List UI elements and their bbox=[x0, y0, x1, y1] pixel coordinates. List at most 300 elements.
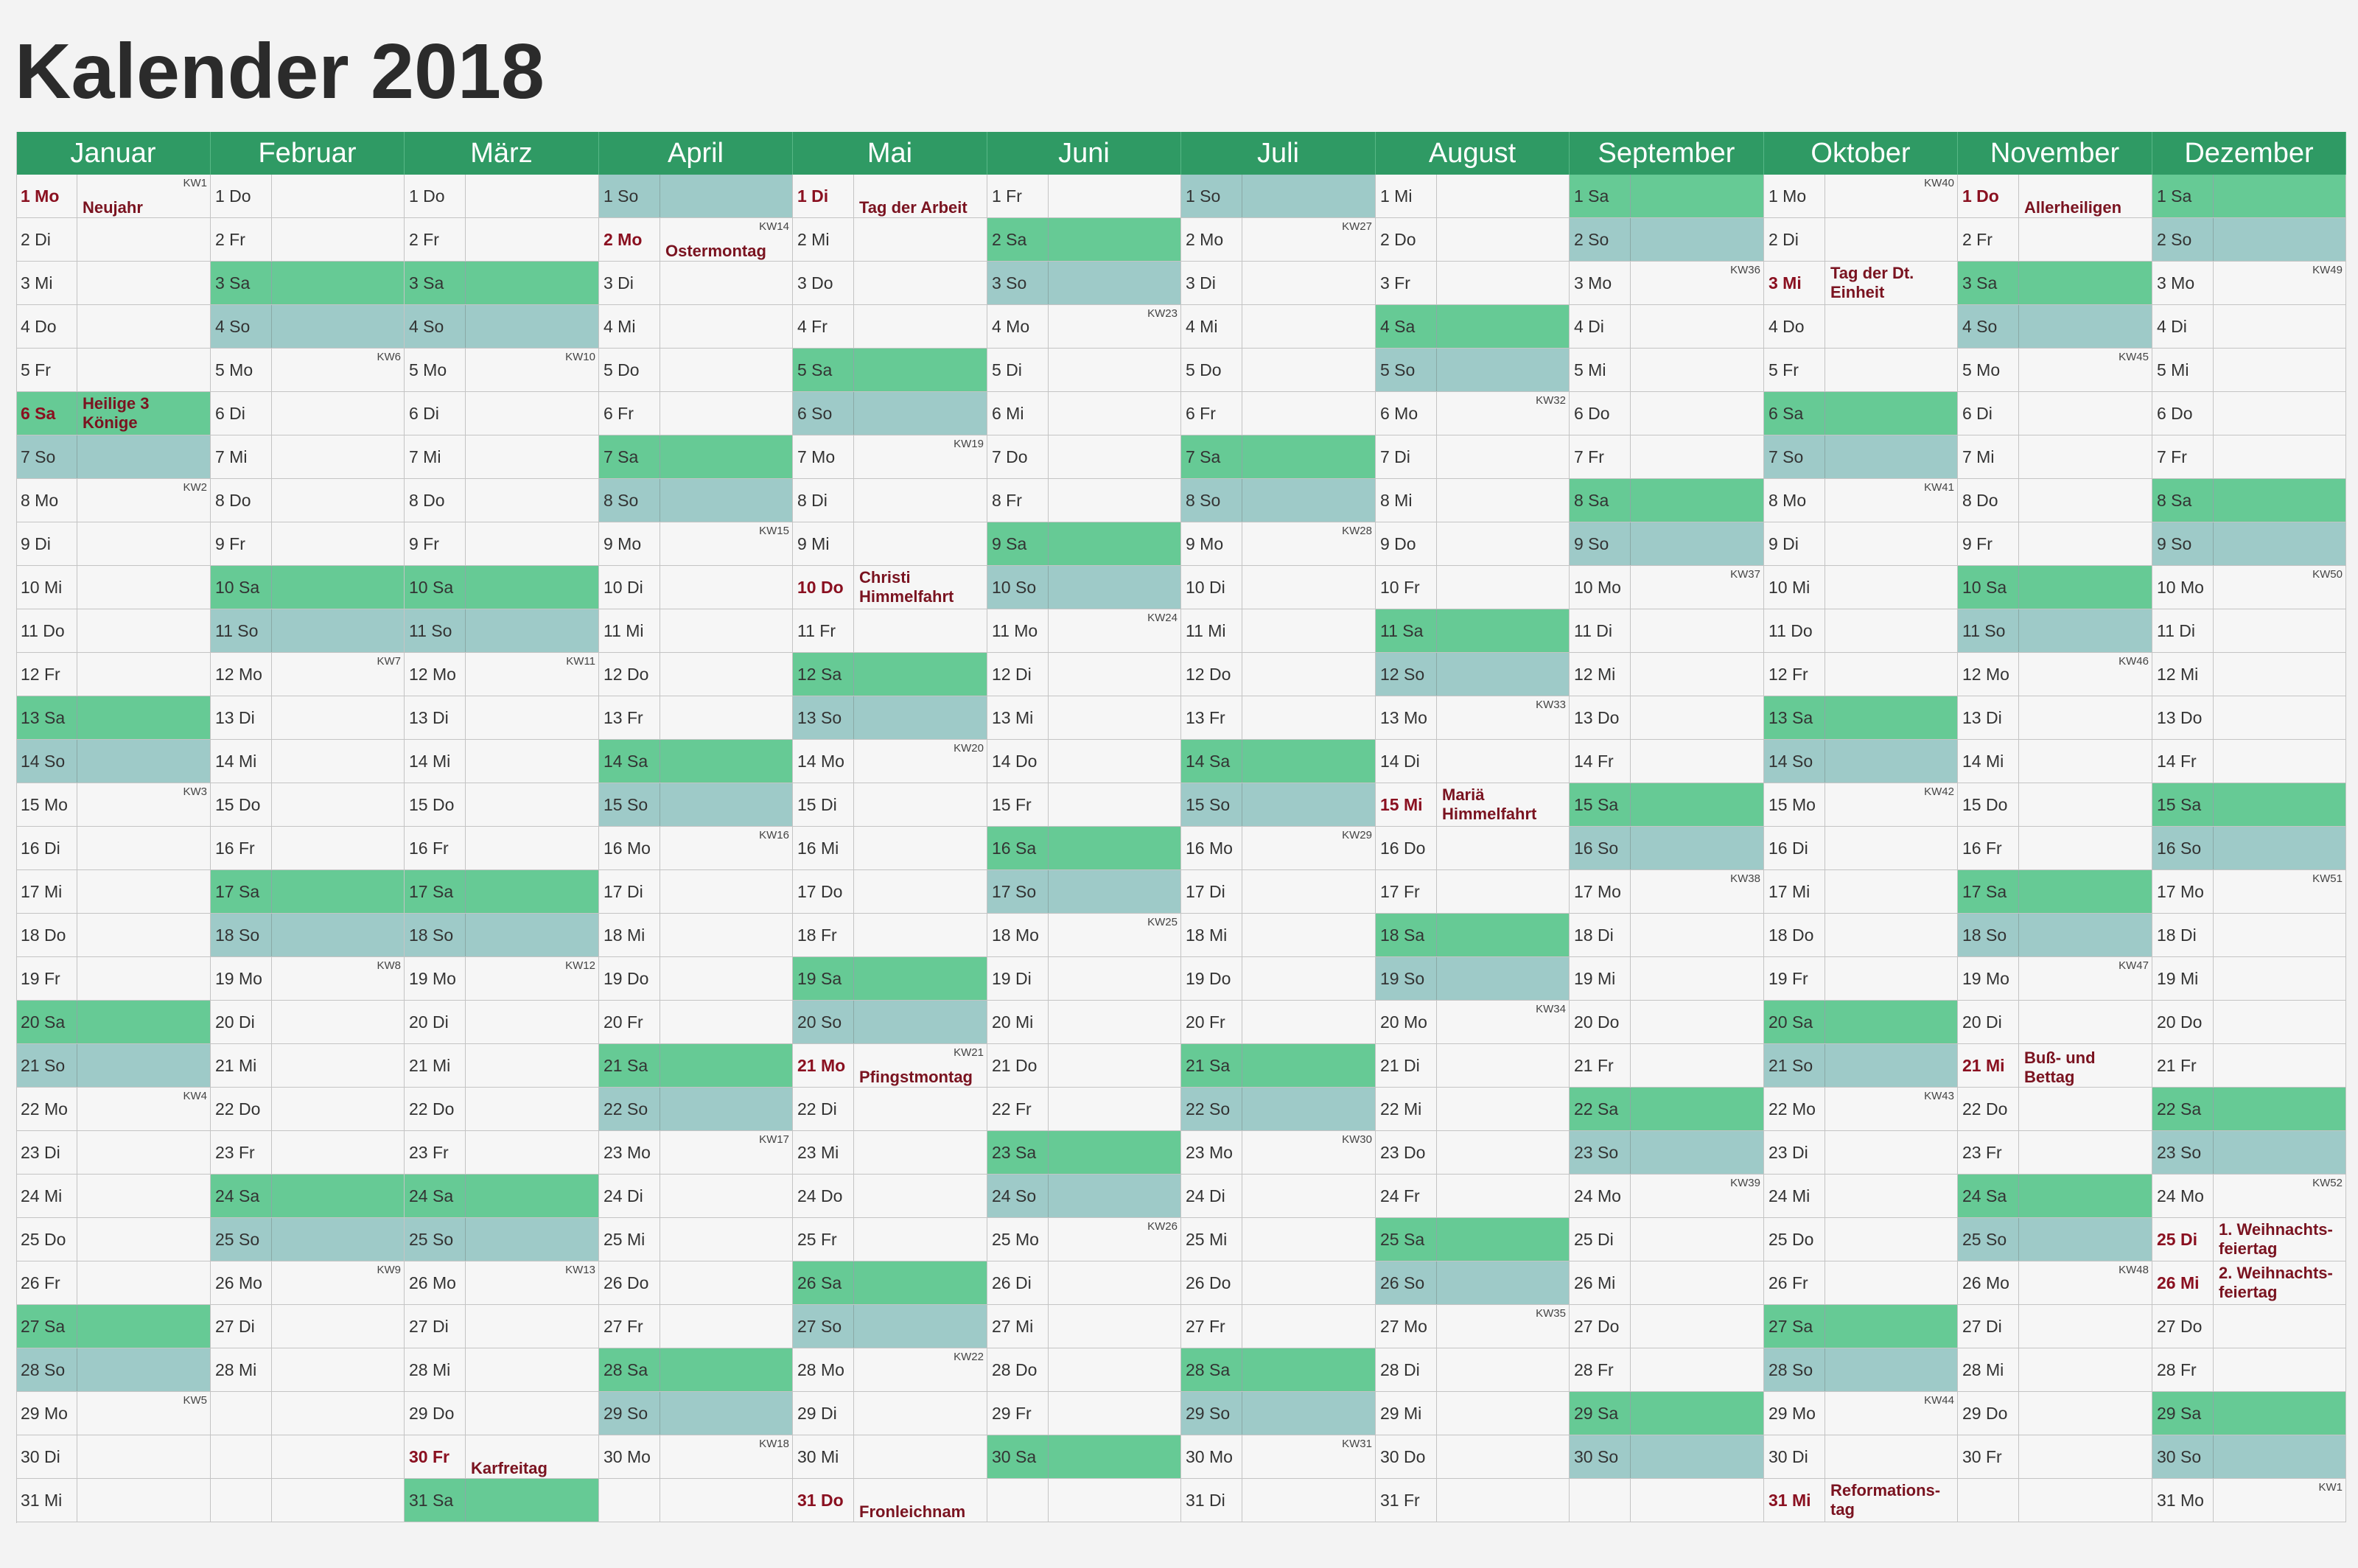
day-cell[interactable] bbox=[793, 870, 987, 914]
day-cell[interactable] bbox=[1764, 1175, 1958, 1218]
day-cell[interactable] bbox=[16, 262, 211, 305]
day-cell[interactable] bbox=[211, 392, 405, 435]
day-cell[interactable] bbox=[1764, 175, 1958, 218]
day-cell[interactable] bbox=[1181, 175, 1376, 218]
day-cell[interactable] bbox=[599, 479, 793, 522]
day-cell[interactable] bbox=[1376, 1392, 1570, 1435]
day-cell[interactable] bbox=[2152, 305, 2346, 349]
day-cell[interactable] bbox=[16, 479, 211, 522]
day-cell[interactable] bbox=[1376, 1261, 1570, 1305]
day-cell[interactable] bbox=[1764, 783, 1958, 827]
day-cell[interactable] bbox=[1181, 262, 1376, 305]
day-cell[interactable] bbox=[793, 914, 987, 957]
day-cell[interactable] bbox=[405, 1218, 599, 1261]
day-cell[interactable] bbox=[1764, 1001, 1958, 1044]
day-cell[interactable] bbox=[1764, 1479, 1958, 1522]
day-cell[interactable] bbox=[1958, 1261, 2152, 1305]
day-cell[interactable] bbox=[16, 522, 211, 566]
day-cell[interactable] bbox=[1764, 479, 1958, 522]
day-cell[interactable] bbox=[1376, 1175, 1570, 1218]
day-cell[interactable] bbox=[16, 1392, 211, 1435]
day-cell[interactable] bbox=[987, 1175, 1181, 1218]
day-cell[interactable] bbox=[987, 1261, 1181, 1305]
day-cell[interactable] bbox=[211, 914, 405, 957]
day-cell[interactable] bbox=[1376, 1131, 1570, 1175]
day-cell[interactable] bbox=[1958, 262, 2152, 305]
day-cell[interactable] bbox=[405, 914, 599, 957]
day-cell[interactable] bbox=[1958, 566, 2152, 609]
day-cell[interactable] bbox=[1570, 522, 1764, 566]
day-cell[interactable] bbox=[1376, 305, 1570, 349]
day-cell[interactable] bbox=[599, 696, 793, 740]
day-cell[interactable] bbox=[1764, 218, 1958, 262]
day-cell[interactable] bbox=[405, 1261, 599, 1305]
day-cell[interactable] bbox=[1570, 262, 1764, 305]
day-cell[interactable] bbox=[211, 957, 405, 1001]
day-cell[interactable] bbox=[599, 827, 793, 870]
day-cell[interactable] bbox=[793, 522, 987, 566]
day-cell[interactable] bbox=[2152, 1175, 2346, 1218]
day-cell[interactable] bbox=[793, 1261, 987, 1305]
day-cell[interactable] bbox=[405, 479, 599, 522]
day-cell[interactable] bbox=[1958, 1435, 2152, 1479]
day-cell[interactable] bbox=[987, 479, 1181, 522]
day-cell[interactable] bbox=[1958, 435, 2152, 479]
day-cell[interactable] bbox=[211, 1001, 405, 1044]
day-cell[interactable] bbox=[987, 175, 1181, 218]
day-cell[interactable] bbox=[2152, 392, 2346, 435]
day-cell[interactable] bbox=[793, 957, 987, 1001]
day-cell[interactable] bbox=[211, 522, 405, 566]
day-cell[interactable] bbox=[987, 522, 1181, 566]
day-cell[interactable] bbox=[793, 1435, 987, 1479]
day-cell[interactable] bbox=[793, 1305, 987, 1348]
day-cell[interactable] bbox=[2152, 175, 2346, 218]
day-cell[interactable] bbox=[405, 783, 599, 827]
day-cell[interactable] bbox=[2152, 783, 2346, 827]
day-cell[interactable] bbox=[987, 435, 1181, 479]
day-cell[interactable] bbox=[405, 1392, 599, 1435]
day-cell[interactable] bbox=[1764, 1044, 1958, 1088]
day-cell[interactable] bbox=[599, 305, 793, 349]
day-cell[interactable] bbox=[2152, 1435, 2346, 1479]
day-cell[interactable] bbox=[987, 653, 1181, 696]
day-cell[interactable] bbox=[211, 435, 405, 479]
day-cell[interactable] bbox=[1958, 1044, 2152, 1088]
day-cell[interactable] bbox=[16, 218, 211, 262]
day-cell[interactable] bbox=[1570, 392, 1764, 435]
day-cell[interactable] bbox=[1181, 1435, 1376, 1479]
day-cell[interactable] bbox=[1376, 262, 1570, 305]
day-cell[interactable] bbox=[1958, 1218, 2152, 1261]
day-cell[interactable] bbox=[405, 218, 599, 262]
day-cell[interactable] bbox=[1958, 1305, 2152, 1348]
day-cell[interactable] bbox=[793, 1044, 987, 1088]
day-cell[interactable] bbox=[211, 1348, 405, 1392]
day-cell[interactable] bbox=[211, 1175, 405, 1218]
day-cell[interactable] bbox=[1376, 435, 1570, 479]
day-cell[interactable] bbox=[793, 783, 987, 827]
day-cell[interactable] bbox=[987, 1305, 1181, 1348]
day-cell[interactable] bbox=[2152, 870, 2346, 914]
day-cell[interactable] bbox=[1764, 262, 1958, 305]
day-cell[interactable] bbox=[1764, 1392, 1958, 1435]
day-cell[interactable] bbox=[1764, 305, 1958, 349]
day-cell[interactable] bbox=[211, 175, 405, 218]
day-cell[interactable] bbox=[987, 696, 1181, 740]
day-cell[interactable] bbox=[1958, 609, 2152, 653]
day-cell[interactable] bbox=[987, 262, 1181, 305]
day-cell[interactable] bbox=[1181, 783, 1376, 827]
day-cell[interactable] bbox=[16, 435, 211, 479]
day-cell[interactable] bbox=[1570, 1392, 1764, 1435]
day-cell[interactable] bbox=[599, 1435, 793, 1479]
day-cell[interactable] bbox=[1764, 740, 1958, 783]
day-cell[interactable] bbox=[599, 435, 793, 479]
day-cell[interactable] bbox=[1570, 1435, 1764, 1479]
day-cell[interactable] bbox=[2152, 827, 2346, 870]
day-cell[interactable] bbox=[1764, 1088, 1958, 1131]
day-cell[interactable] bbox=[211, 1088, 405, 1131]
day-cell[interactable] bbox=[987, 740, 1181, 783]
day-cell[interactable] bbox=[16, 349, 211, 392]
day-cell[interactable] bbox=[1570, 1218, 1764, 1261]
day-cell[interactable] bbox=[987, 1001, 1181, 1044]
day-cell[interactable] bbox=[2152, 914, 2346, 957]
day-cell[interactable] bbox=[211, 609, 405, 653]
day-cell[interactable] bbox=[1376, 653, 1570, 696]
day-cell[interactable] bbox=[599, 1348, 793, 1392]
day-cell[interactable] bbox=[599, 262, 793, 305]
day-cell[interactable] bbox=[2152, 479, 2346, 522]
day-cell[interactable] bbox=[1958, 175, 2152, 218]
day-cell[interactable] bbox=[2152, 435, 2346, 479]
day-cell[interactable] bbox=[211, 305, 405, 349]
day-cell[interactable] bbox=[1376, 1218, 1570, 1261]
day-cell[interactable] bbox=[211, 218, 405, 262]
day-cell[interactable] bbox=[793, 392, 987, 435]
day-cell[interactable] bbox=[1570, 609, 1764, 653]
day-cell[interactable] bbox=[1958, 696, 2152, 740]
day-cell[interactable] bbox=[1958, 1088, 2152, 1131]
day-cell[interactable] bbox=[405, 1001, 599, 1044]
day-cell[interactable] bbox=[599, 1392, 793, 1435]
day-cell[interactable] bbox=[405, 1348, 599, 1392]
day-cell[interactable] bbox=[599, 1305, 793, 1348]
day-cell[interactable] bbox=[16, 1479, 211, 1522]
day-cell[interactable] bbox=[1764, 1348, 1958, 1392]
day-cell[interactable] bbox=[405, 870, 599, 914]
day-cell[interactable] bbox=[1376, 914, 1570, 957]
day-cell[interactable] bbox=[16, 696, 211, 740]
day-cell[interactable] bbox=[1764, 435, 1958, 479]
day-cell[interactable] bbox=[1181, 827, 1376, 870]
day-cell[interactable] bbox=[987, 1131, 1181, 1175]
day-cell[interactable] bbox=[1958, 957, 2152, 1001]
day-cell[interactable] bbox=[793, 262, 987, 305]
day-cell[interactable] bbox=[1570, 1088, 1764, 1131]
day-cell[interactable] bbox=[1181, 1261, 1376, 1305]
day-cell[interactable] bbox=[1181, 305, 1376, 349]
day-cell[interactable] bbox=[1958, 349, 2152, 392]
day-cell[interactable] bbox=[599, 783, 793, 827]
day-cell[interactable] bbox=[1376, 1088, 1570, 1131]
day-cell[interactable] bbox=[1376, 827, 1570, 870]
day-cell[interactable] bbox=[211, 566, 405, 609]
day-cell[interactable] bbox=[599, 566, 793, 609]
day-cell[interactable] bbox=[1181, 1044, 1376, 1088]
day-cell[interactable] bbox=[987, 305, 1181, 349]
day-cell[interactable] bbox=[211, 479, 405, 522]
day-cell[interactable] bbox=[405, 175, 599, 218]
day-cell[interactable] bbox=[16, 566, 211, 609]
day-cell[interactable] bbox=[405, 349, 599, 392]
day-cell[interactable] bbox=[987, 1348, 1181, 1392]
day-cell[interactable] bbox=[793, 305, 987, 349]
day-cell[interactable] bbox=[16, 1261, 211, 1305]
day-cell[interactable] bbox=[1570, 957, 1764, 1001]
day-cell[interactable] bbox=[1181, 696, 1376, 740]
day-cell[interactable] bbox=[211, 653, 405, 696]
day-cell[interactable] bbox=[793, 566, 987, 609]
day-cell[interactable] bbox=[405, 957, 599, 1001]
day-cell[interactable] bbox=[1376, 870, 1570, 914]
day-cell[interactable] bbox=[2152, 522, 2346, 566]
day-cell[interactable] bbox=[2152, 1348, 2346, 1392]
day-cell[interactable] bbox=[987, 218, 1181, 262]
day-cell[interactable] bbox=[405, 609, 599, 653]
day-cell[interactable] bbox=[2152, 218, 2346, 262]
day-cell[interactable] bbox=[793, 218, 987, 262]
day-cell[interactable] bbox=[599, 1044, 793, 1088]
day-cell[interactable] bbox=[16, 1218, 211, 1261]
day-cell[interactable] bbox=[1570, 349, 1764, 392]
day-cell[interactable] bbox=[1764, 870, 1958, 914]
day-cell[interactable] bbox=[1958, 827, 2152, 870]
day-cell[interactable] bbox=[2152, 262, 2346, 305]
day-cell[interactable] bbox=[211, 783, 405, 827]
day-cell[interactable] bbox=[1181, 1088, 1376, 1131]
day-cell[interactable] bbox=[1764, 957, 1958, 1001]
day-cell[interactable] bbox=[1764, 696, 1958, 740]
day-cell[interactable] bbox=[1570, 479, 1764, 522]
day-cell[interactable] bbox=[211, 262, 405, 305]
day-cell[interactable] bbox=[16, 783, 211, 827]
day-cell[interactable] bbox=[2152, 1088, 2346, 1131]
day-cell[interactable] bbox=[405, 392, 599, 435]
day-cell[interactable] bbox=[1570, 783, 1764, 827]
day-cell[interactable] bbox=[1570, 1305, 1764, 1348]
day-cell[interactable] bbox=[16, 653, 211, 696]
day-cell[interactable] bbox=[2152, 1261, 2346, 1305]
day-cell[interactable] bbox=[16, 1131, 211, 1175]
day-cell[interactable] bbox=[1570, 1261, 1764, 1305]
day-cell[interactable] bbox=[405, 262, 599, 305]
day-cell[interactable] bbox=[793, 175, 987, 218]
day-cell[interactable] bbox=[2152, 740, 2346, 783]
day-cell[interactable] bbox=[1958, 1392, 2152, 1435]
day-cell[interactable] bbox=[1376, 218, 1570, 262]
day-cell[interactable] bbox=[1764, 1218, 1958, 1261]
day-cell[interactable] bbox=[1570, 566, 1764, 609]
day-cell[interactable] bbox=[405, 1435, 599, 1479]
day-cell[interactable] bbox=[2152, 609, 2346, 653]
day-cell[interactable] bbox=[1181, 957, 1376, 1001]
day-cell[interactable] bbox=[1181, 1479, 1376, 1522]
day-cell[interactable] bbox=[793, 435, 987, 479]
day-cell[interactable] bbox=[16, 1175, 211, 1218]
day-cell[interactable] bbox=[1376, 349, 1570, 392]
day-cell[interactable] bbox=[793, 1088, 987, 1131]
day-cell[interactable] bbox=[793, 1218, 987, 1261]
day-cell[interactable] bbox=[16, 305, 211, 349]
day-cell[interactable] bbox=[211, 827, 405, 870]
day-cell[interactable] bbox=[211, 1218, 405, 1261]
day-cell[interactable] bbox=[16, 914, 211, 957]
day-cell[interactable] bbox=[405, 522, 599, 566]
day-cell[interactable] bbox=[1570, 1348, 1764, 1392]
day-cell[interactable] bbox=[1181, 653, 1376, 696]
day-cell[interactable] bbox=[1181, 218, 1376, 262]
day-cell[interactable] bbox=[1958, 1348, 2152, 1392]
day-cell[interactable] bbox=[1764, 1435, 1958, 1479]
day-cell[interactable] bbox=[1376, 392, 1570, 435]
day-cell[interactable] bbox=[1570, 175, 1764, 218]
day-cell[interactable] bbox=[793, 1175, 987, 1218]
day-cell[interactable] bbox=[793, 740, 987, 783]
day-cell[interactable] bbox=[16, 827, 211, 870]
day-cell[interactable] bbox=[793, 609, 987, 653]
day-cell[interactable] bbox=[1181, 609, 1376, 653]
day-cell[interactable] bbox=[1764, 653, 1958, 696]
day-cell[interactable] bbox=[405, 1175, 599, 1218]
day-cell[interactable] bbox=[1570, 653, 1764, 696]
day-cell[interactable] bbox=[1958, 914, 2152, 957]
day-cell[interactable] bbox=[405, 653, 599, 696]
day-cell[interactable] bbox=[1181, 1348, 1376, 1392]
day-cell[interactable] bbox=[793, 696, 987, 740]
day-cell[interactable] bbox=[1181, 522, 1376, 566]
day-cell[interactable] bbox=[1958, 305, 2152, 349]
day-cell[interactable] bbox=[1181, 479, 1376, 522]
day-cell[interactable] bbox=[405, 435, 599, 479]
day-cell[interactable] bbox=[405, 1088, 599, 1131]
day-cell[interactable] bbox=[1958, 392, 2152, 435]
day-cell[interactable] bbox=[2152, 653, 2346, 696]
day-cell[interactable] bbox=[1376, 1044, 1570, 1088]
day-cell[interactable] bbox=[599, 1131, 793, 1175]
day-cell[interactable] bbox=[793, 827, 987, 870]
day-cell[interactable] bbox=[211, 1044, 405, 1088]
day-cell[interactable] bbox=[793, 479, 987, 522]
day-cell[interactable] bbox=[987, 1218, 1181, 1261]
day-cell[interactable] bbox=[1181, 1175, 1376, 1218]
day-cell[interactable] bbox=[1764, 522, 1958, 566]
day-cell[interactable] bbox=[599, 349, 793, 392]
day-cell[interactable] bbox=[599, 1175, 793, 1218]
day-cell[interactable] bbox=[793, 1001, 987, 1044]
day-cell[interactable] bbox=[2152, 349, 2346, 392]
day-cell[interactable] bbox=[1570, 1131, 1764, 1175]
day-cell[interactable] bbox=[1958, 479, 2152, 522]
day-cell[interactable] bbox=[405, 566, 599, 609]
day-cell[interactable] bbox=[2152, 1305, 2346, 1348]
day-cell[interactable] bbox=[1958, 1001, 2152, 1044]
day-cell[interactable] bbox=[987, 1044, 1181, 1088]
day-cell[interactable] bbox=[2152, 566, 2346, 609]
day-cell[interactable] bbox=[211, 1131, 405, 1175]
day-cell[interactable] bbox=[1958, 870, 2152, 914]
day-cell[interactable] bbox=[2152, 696, 2346, 740]
day-cell[interactable] bbox=[1181, 1305, 1376, 1348]
day-cell[interactable] bbox=[599, 1261, 793, 1305]
day-cell[interactable] bbox=[1764, 1305, 1958, 1348]
day-cell[interactable] bbox=[987, 1392, 1181, 1435]
day-cell[interactable] bbox=[1958, 522, 2152, 566]
day-cell[interactable] bbox=[1181, 1392, 1376, 1435]
day-cell[interactable] bbox=[1570, 696, 1764, 740]
day-cell[interactable] bbox=[1376, 1435, 1570, 1479]
day-cell[interactable] bbox=[405, 1305, 599, 1348]
day-cell[interactable] bbox=[405, 1044, 599, 1088]
day-cell[interactable] bbox=[1764, 392, 1958, 435]
day-cell[interactable] bbox=[1376, 783, 1570, 827]
day-cell[interactable] bbox=[987, 609, 1181, 653]
day-cell[interactable] bbox=[599, 957, 793, 1001]
day-cell[interactable] bbox=[599, 218, 793, 262]
day-cell[interactable] bbox=[16, 740, 211, 783]
day-cell[interactable] bbox=[793, 1392, 987, 1435]
day-cell[interactable] bbox=[987, 783, 1181, 827]
day-cell[interactable] bbox=[1958, 653, 2152, 696]
day-cell[interactable] bbox=[1958, 1131, 2152, 1175]
day-cell[interactable] bbox=[1764, 566, 1958, 609]
day-cell[interactable] bbox=[1376, 566, 1570, 609]
day-cell[interactable] bbox=[2152, 1479, 2346, 1522]
day-cell[interactable] bbox=[599, 1218, 793, 1261]
day-cell[interactable] bbox=[1181, 566, 1376, 609]
day-cell[interactable] bbox=[16, 1435, 211, 1479]
day-cell[interactable] bbox=[2152, 1218, 2346, 1261]
day-cell[interactable] bbox=[987, 957, 1181, 1001]
day-cell[interactable] bbox=[1958, 740, 2152, 783]
day-cell[interactable] bbox=[599, 1088, 793, 1131]
day-cell[interactable] bbox=[1570, 305, 1764, 349]
day-cell[interactable] bbox=[987, 1435, 1181, 1479]
day-cell[interactable] bbox=[1570, 218, 1764, 262]
day-cell[interactable] bbox=[1570, 1001, 1764, 1044]
day-cell[interactable] bbox=[16, 870, 211, 914]
day-cell[interactable] bbox=[1376, 1479, 1570, 1522]
day-cell[interactable] bbox=[599, 653, 793, 696]
day-cell[interactable] bbox=[1376, 740, 1570, 783]
day-cell[interactable] bbox=[1376, 175, 1570, 218]
day-cell[interactable] bbox=[1764, 827, 1958, 870]
day-cell[interactable] bbox=[1376, 1001, 1570, 1044]
day-cell[interactable] bbox=[1764, 349, 1958, 392]
day-cell[interactable] bbox=[793, 653, 987, 696]
day-cell[interactable] bbox=[987, 349, 1181, 392]
day-cell[interactable] bbox=[1958, 218, 2152, 262]
day-cell[interactable] bbox=[1570, 740, 1764, 783]
day-cell[interactable] bbox=[599, 914, 793, 957]
day-cell[interactable] bbox=[405, 827, 599, 870]
day-cell[interactable] bbox=[211, 1261, 405, 1305]
day-cell[interactable] bbox=[1181, 1131, 1376, 1175]
day-cell[interactable] bbox=[2152, 1131, 2346, 1175]
day-cell[interactable] bbox=[2152, 957, 2346, 1001]
day-cell[interactable] bbox=[793, 349, 987, 392]
